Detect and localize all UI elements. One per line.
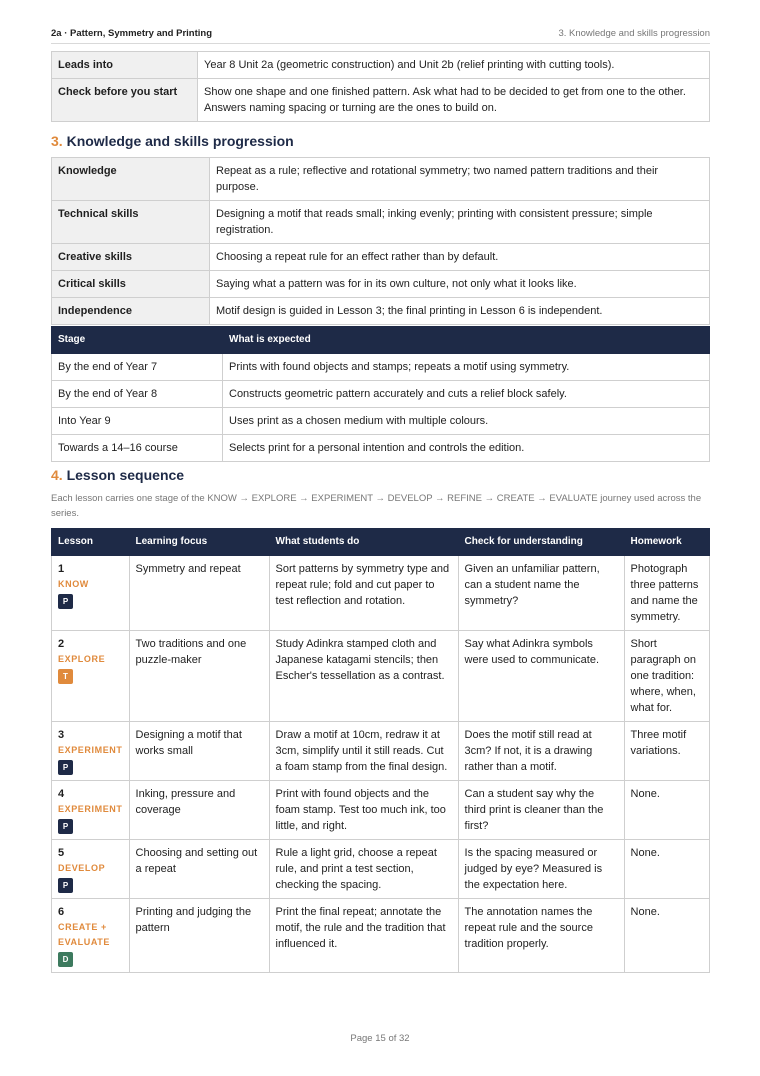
lesson-number: 4 xyxy=(58,788,65,800)
check-cell: Can a student say why the third print is cleaner than the first? xyxy=(458,781,624,840)
header-section-title: 3. Knowledge and skills progression xyxy=(558,28,710,39)
homework-cell: None. xyxy=(624,781,709,840)
column-header: What students do xyxy=(269,529,458,556)
row-value: Choosing a repeat rule for an effect rather than by default. xyxy=(210,244,710,271)
row-value: Repeat as a rule; reflective and rotational symmetry; two named pattern traditions and their purpose. xyxy=(210,158,710,201)
row-key: Leads into xyxy=(52,52,198,79)
focus-cell: Printing and judging the pattern xyxy=(129,899,269,973)
journey-stage-label: KNOW xyxy=(58,579,89,589)
focus-cell: Symmetry and repeat xyxy=(129,556,269,631)
check-cell: Given an unfamiliar pattern, can a student name the symmetry? xyxy=(458,556,624,631)
row-key: Critical skills xyxy=(52,271,210,298)
activity-cell: Sort patterns by symmetry type and repeat rule; fold and cut paper to test reflection and rotation. xyxy=(269,556,458,631)
lesson-type-badge: P xyxy=(58,760,73,775)
table-row xyxy=(52,722,710,781)
lesson-number: 1 xyxy=(58,563,65,575)
table-row xyxy=(52,298,710,325)
table-row xyxy=(52,408,710,435)
lesson-type-badge: D xyxy=(58,952,73,967)
stage-table xyxy=(51,326,710,462)
section-heading-4 xyxy=(51,467,184,483)
expectation-cell: Selects print for a personal intention and controls the edition. xyxy=(223,435,710,462)
homework-cell: Three motif variations. xyxy=(624,722,709,781)
lesson-table xyxy=(51,528,710,973)
stage-cell: By the end of Year 8 xyxy=(52,381,223,408)
section-heading-3 xyxy=(51,133,294,149)
row-value: Show one shape and one finished pattern. Ask what had to be decided to get from one to the other. Answers naming spacing or turning are the ones to build on. xyxy=(198,79,710,122)
lesson-cell xyxy=(52,631,130,722)
focus-cell: Choosing and setting out a repeat xyxy=(129,840,269,899)
expectation-cell: Prints with found objects and stamps; repeats a motif using symmetry. xyxy=(223,354,710,381)
focus-cell: Two traditions and one puzzle-maker xyxy=(129,631,269,722)
lesson-type-badge: P xyxy=(58,594,73,609)
row-value: Year 8 Unit 2a (geometric construction) and Unit 2b (relief printing with cutting tools). xyxy=(198,52,710,79)
lesson-cell xyxy=(52,556,130,631)
lesson-cell xyxy=(52,899,130,973)
table-row xyxy=(52,271,710,298)
row-key: Creative skills xyxy=(52,244,210,271)
expectation-cell: Constructs geometric pattern accurately and cuts a relief block safely. xyxy=(223,381,710,408)
table-row xyxy=(52,354,710,381)
table-row xyxy=(52,435,710,462)
row-key: Check before you start xyxy=(52,79,198,122)
table-row xyxy=(52,840,710,899)
focus-cell: Inking, pressure and coverage xyxy=(129,781,269,840)
row-value: Designing a motif that reads small; inking evenly; printing with consistent pressure; simple registration. xyxy=(210,201,710,244)
check-cell: The annotation names the repeat rule and the source tradition properly. xyxy=(458,899,624,973)
table-row xyxy=(52,201,710,244)
row-key: Technical skills xyxy=(52,201,210,244)
table-row xyxy=(52,381,710,408)
check-cell: Is the spacing measured or judged by eye? Measured is the expectation here. xyxy=(458,840,624,899)
lesson-type-badge: P xyxy=(58,878,73,893)
homework-cell: None. xyxy=(624,899,709,973)
lesson-type-badge: P xyxy=(58,819,73,834)
homework-cell: Photograph three patterns and name the symmetry. xyxy=(624,556,709,631)
lead-table xyxy=(51,51,710,122)
journey-stage-label: DEVELOP xyxy=(58,863,106,873)
stage-cell: By the end of Year 7 xyxy=(52,354,223,381)
column-header: What is expected xyxy=(223,327,710,354)
page-number: Page 15 of 32 xyxy=(350,1033,410,1044)
section-intro: Each lesson carries one stage of the KNOW → EXPLORE → EXPERIMENT → DEVELOP → REFINE → CREATE → EVALUATE journey used across the series. xyxy=(51,493,702,519)
header-unit-title: 2a · Pattern, Symmetry and Printing xyxy=(51,28,213,39)
lesson-number: 5 xyxy=(58,847,65,859)
skills-table xyxy=(51,157,710,325)
stage-cell: Towards a 14–16 course xyxy=(52,435,223,462)
section-number: 3. xyxy=(51,133,63,149)
journey-stage-label: EXPERIMENT xyxy=(58,804,123,814)
table-row xyxy=(52,244,710,271)
stage-cell: Into Year 9 xyxy=(52,408,223,435)
lesson-cell xyxy=(52,840,130,899)
homework-cell: Short paragraph on one tradition: where, when, what for. xyxy=(624,631,709,722)
lesson-cell xyxy=(52,781,130,840)
table-row xyxy=(52,79,710,122)
lesson-number: 2 xyxy=(58,638,65,650)
expectation-cell: Uses print as a chosen medium with multiple colours. xyxy=(223,408,710,435)
lesson-type-badge: T xyxy=(58,669,73,684)
check-cell: Does the motif still read at 3cm? If not, it is a drawing rather than a motif. xyxy=(458,722,624,781)
column-header: Learning focus xyxy=(129,529,269,556)
row-key: Knowledge xyxy=(52,158,210,201)
row-value: Saying what a pattern was for in its own culture, not only what it looks like. xyxy=(210,271,710,298)
table-row xyxy=(52,52,710,79)
activity-cell: Draw a motif at 10cm, redraw it at 3cm, simplify until it still reads. Cut a foam stamp from the final design. xyxy=(269,722,458,781)
check-cell: Say what Adinkra symbols were used to communicate. xyxy=(458,631,624,722)
activity-cell: Print with found objects and the foam stamp. Test too much ink, too little, and right. xyxy=(269,781,458,840)
journey-stage-label: EXPERIMENT xyxy=(58,745,123,755)
lesson-number: 6 xyxy=(58,906,65,918)
column-header: Homework xyxy=(624,529,709,556)
table-row xyxy=(52,899,710,973)
lesson-number: 3 xyxy=(58,729,65,741)
homework-cell: None. xyxy=(624,840,709,899)
section-title: Knowledge and skills progression xyxy=(66,133,294,149)
table-row xyxy=(52,556,710,631)
table-header-row xyxy=(52,529,710,556)
section-title: Lesson sequence xyxy=(66,467,185,483)
running-header xyxy=(51,28,710,44)
activity-cell: Study Adinkra stamped cloth and Japanese katagami stencils; then Escher's tessellation as a contrast. xyxy=(269,631,458,722)
column-header: Check for understanding xyxy=(458,529,624,556)
activity-cell: Print the final repeat; annotate the motif, the rule and the tradition that influenced it. xyxy=(269,899,458,973)
journey-stage-label: CREATE + EVALUATE xyxy=(58,922,110,947)
focus-cell: Designing a motif that works small xyxy=(129,722,269,781)
table-row xyxy=(52,781,710,840)
activity-cell: Rule a light grid, choose a repeat rule, and print a test section, checking the spacing. xyxy=(269,840,458,899)
table-header-row xyxy=(52,327,710,354)
row-key: Independence xyxy=(52,298,210,325)
lesson-cell xyxy=(52,722,130,781)
table-row xyxy=(52,158,710,201)
journey-stage-label: EXPLORE xyxy=(58,654,106,664)
table-row xyxy=(52,631,710,722)
column-header: Lesson xyxy=(52,529,130,556)
section-number: 4. xyxy=(51,467,63,483)
row-value: Motif design is guided in Lesson 3; the final printing in Lesson 6 is independent. xyxy=(210,298,710,325)
column-header: Stage xyxy=(52,327,223,354)
